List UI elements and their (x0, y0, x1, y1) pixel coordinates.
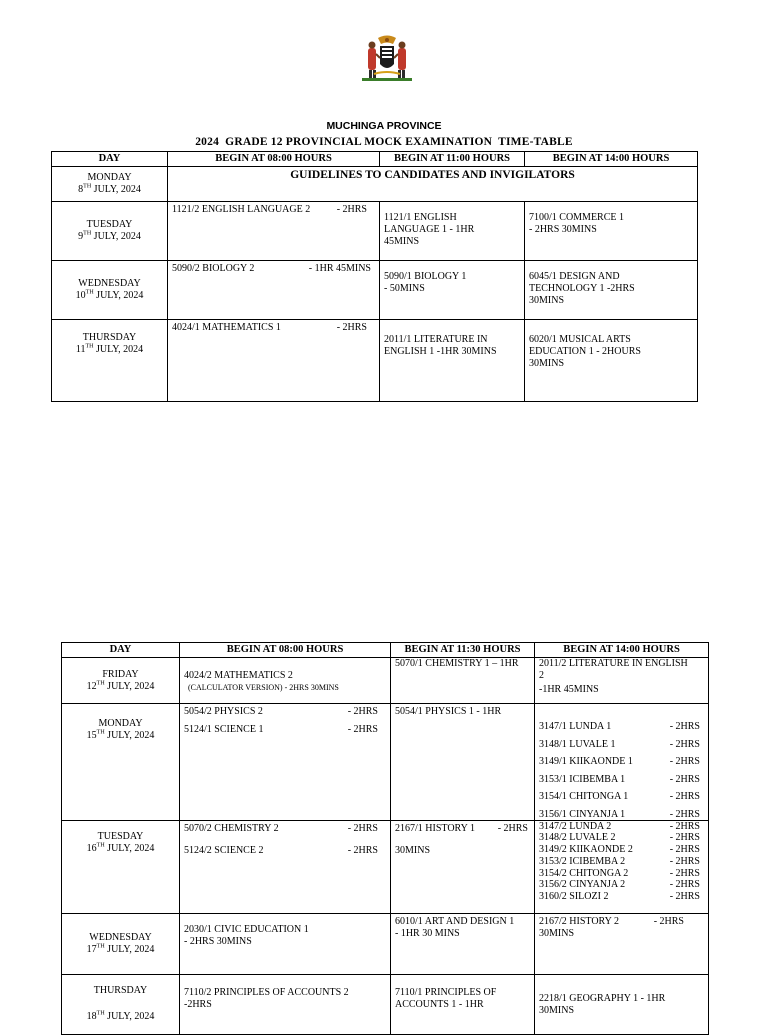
col-header-1400: BEGIN AT 14:00 HOURS (535, 643, 709, 658)
day-cell (62, 820, 180, 913)
day-name: TUESDAY (86, 219, 133, 230)
exam-cell: 1121/2 ENGLISH LANGUAGE 2 - 2HRS (168, 202, 380, 261)
table-row (62, 704, 709, 821)
col-header-day: DAY (52, 152, 168, 167)
table-row (62, 658, 709, 704)
exam-cell: 6045/1 DESIGN AND TECHNOLOGY 1 -2HRS 30MINS (525, 261, 698, 320)
day-cell (52, 261, 168, 320)
day-date: 8TH JULY, 2024 (78, 183, 141, 195)
exam-cell: 2167/2 HISTORY 2 - 2HRS 30MINS (535, 913, 709, 974)
day-name: FRIDAY (102, 668, 139, 680)
table-row (52, 320, 698, 402)
exam-cell: 2011/1 LITERATURE IN ENGLISH 1 -1HR 30MINS (380, 320, 525, 402)
day-cell (62, 658, 180, 704)
col-header-1130: BEGIN AT 11:30 HOURS (391, 643, 535, 658)
timetable-title: 2024 GRADE 12 PROVINCIAL MOCK EXAMINATION TIME-TABLE (195, 136, 573, 148)
day-cell (62, 974, 180, 1034)
day-date: 16TH JULY, 2024 (86, 842, 155, 854)
guidelines-cell: GUIDELINES TO CANDIDATES AND INVIGILATORS (168, 167, 698, 202)
day-name: MONDAY (98, 718, 143, 729)
col-header-day: DAY (62, 643, 180, 658)
exam-cell: 5054/1 PHYSICS 1 - 1HR (391, 704, 535, 821)
day-cell (62, 913, 180, 974)
day-cell (62, 704, 180, 821)
day-date: 10TH JULY, 2024 (75, 289, 144, 301)
day-name: MONDAY (87, 172, 132, 183)
table-row (52, 167, 698, 202)
col-header-0800: BEGIN AT 08:00 HOURS (168, 152, 380, 167)
exam-cell: 7100/1 COMMERCE 1 - 2HRS 30MINS (525, 202, 698, 261)
exam-cell: 2218/1 GEOGRAPHY 1 - 1HR 30MINS (535, 974, 709, 1034)
exam-cell: 5090/2 BIOLOGY 2 - 1HR 45MINS (168, 261, 380, 320)
exam-cell: 6010/1 ART AND DESIGN 1 - 1HR 30 MINS (391, 913, 535, 974)
exam-cell: 5070/1 CHEMISTRY 1 – 1HR (391, 658, 535, 704)
exam-cell: 7110/1 PRINCIPLES OF ACCOUNTS 1 - 1HR (391, 974, 535, 1034)
day-cell (52, 202, 168, 261)
day-cell (52, 167, 168, 202)
exam-cell: 6020/1 MUSICAL ARTS EDUCATION 1 - 2HOURS 30MINS (525, 320, 698, 402)
day-name: WEDNESDAY (89, 931, 152, 943)
exam-cell: 7110/2 PRINCIPLES OF ACCOUNTS 2 -2HRS (180, 974, 391, 1034)
exam-cell: 5070/2 CHEMISTRY 2 - 2HRS 5124/2 SCIENCE 2 - 2HRS (180, 820, 391, 913)
day-cell (52, 320, 168, 402)
col-header-1400: BEGIN AT 14:00 HOURS (525, 152, 698, 167)
exam-cell: 3147/2 LUNDA 2 - 2HRS 3148/2 LUVALE 2 - 2HRS 3149/2 KIIKAONDE 2 - 2HRS 3153/2 ICIBEMBA 2 - 2HRS 3154/2 CHITONGA 2 - 2HRS 3156/2 CINYANJA 2 - 2HRS 3160/2 SILOZI 2 - 2HRS (535, 820, 709, 913)
day-date: 17TH JULY, 2024 (86, 943, 155, 955)
col-header-1100: BEGIN AT 11:00 HOURS (380, 152, 525, 167)
col-header-0800: BEGIN AT 08:00 HOURS (180, 643, 391, 658)
table-header-row (52, 152, 698, 167)
exam-cell: 5090/1 BIOLOGY 1 - 50MINS (380, 261, 525, 320)
timetable-week-2 (61, 642, 709, 1035)
day-date: 12TH JULY, 2024 (86, 680, 155, 692)
province-heading: MUCHINGA PROVINCE (326, 120, 442, 132)
day-name: WEDNESDAY (78, 278, 141, 289)
table-row (62, 974, 709, 1034)
exam-cell: 2011/2 LITERATURE IN ENGLISH 2 -1HR 45MINS (535, 658, 709, 704)
timetable-week-1 (51, 151, 698, 402)
day-date: 11TH JULY, 2024 (75, 343, 144, 355)
day-name: THURSDAY (82, 332, 137, 343)
exam-cell: 4024/2 MATHEMATICS 2 (CALCULATOR VERSION) - 2HRS 30MINS (180, 658, 391, 704)
exam-cell: 4024/1 MATHEMATICS 1 - 2HRS (168, 320, 380, 402)
exam-cell: 3147/1 LUNDA 1 - 2HRS 3148/1 LUVALE 1 - 2HRS 3149/1 KIIKAONDE 1 - 2HRS 3153/1 ICIBEMBA 1 - 2HRS 3154/1 CHITONGA 1 - 2HRS 3156/1 CINYANJA 1 - 2HRS (535, 704, 709, 821)
table-header-row (62, 643, 709, 658)
exam-cell: 2030/1 CIVIC EDUCATION 1 - 2HRS 30MINS (180, 913, 391, 974)
day-date: 18TH JULY, 2024 (86, 1010, 155, 1022)
day-date: 15TH JULY, 2024 (86, 729, 155, 741)
table-row (62, 820, 709, 913)
table-row (52, 202, 698, 261)
exam-cell: 5054/2 PHYSICS 2 - 2HRS 5124/1 SCIENCE 1 - 2HRS (180, 704, 391, 821)
exam-cell: 2167/1 HISTORY 1 - 2HRS 30MINS (391, 820, 535, 913)
day-date: 9TH JULY, 2024 (78, 230, 141, 242)
table-row (62, 913, 709, 974)
day-name: THURSDAY (93, 984, 148, 996)
exam-cell: 1121/1 ENGLISH LANGUAGE 1 - 1HR 45MINS (380, 202, 525, 261)
coat-of-arms-crest (360, 34, 414, 82)
table-row (52, 261, 698, 320)
day-name: TUESDAY (97, 830, 144, 842)
